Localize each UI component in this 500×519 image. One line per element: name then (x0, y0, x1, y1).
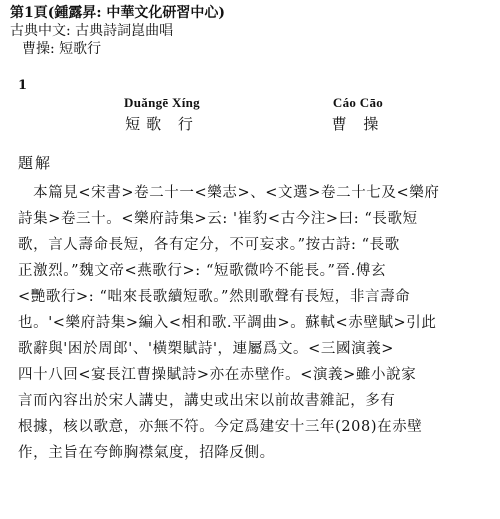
header-poem-title: 曹操: 短歌行 (22, 41, 102, 57)
poem-author (318, 95, 398, 134)
body-line: 詩集>卷三十。<樂府詩集>云: '崔豹<古今注>曰: “長歌短 (18, 211, 418, 227)
body-line: 作，主旨在夸飾胸襟氣度，招降反側。 (18, 445, 275, 461)
body-line: 歌辭與'困於周郎'、'橫槊賦詩'，連屬爲文。<三國演義> (18, 341, 395, 357)
body-line: 歌，言人壽命長短，各有定分，不可妄求。”按古詩: “長歌 (18, 237, 400, 253)
body-line: 也。'<樂府詩集>編入<相和歌.平調曲>。蘇軾<赤壁賦>引此 (18, 315, 437, 331)
author-chinese: 曹 操 (331, 115, 385, 133)
body-line: 正激烈。”魏文帝<燕歌行>: “短歌微吟不能長。”晉.傅玄 (18, 263, 387, 279)
header-category: 古典中文: 古典詩詞崑曲唱 (10, 23, 174, 39)
poem-title (92, 95, 232, 134)
poem-title-pinyin: Duǎngē Xíng (124, 95, 200, 110)
body-line: 本篇見<宋書>卷二十一<樂志>、<文選>卷二十七及<樂府 (18, 185, 440, 201)
introduction-text (18, 180, 493, 466)
body-line: 四十八回<宴長江曹操賦詩>亦在赤壁作。<演義>雖小說家 (18, 367, 417, 383)
header-source: 第1頁(鍾露昇: 中華文化研習中心) (10, 5, 226, 21)
section-number: 1 (18, 78, 28, 93)
body-line: <艷歌行>: “咄來長歌續短歌。”然則歌聲有長短，非言壽命 (18, 289, 411, 305)
body-line: 言而內容出於宋人講史，講史或出宋以前故書雜記，多有 (18, 393, 396, 409)
document-header (10, 4, 225, 58)
body-line: 根據，核以歌意，亦無不符。今定爲建安十三年(208)在赤壁 (18, 419, 423, 435)
author-pinyin: Cáo Cāo (332, 95, 384, 110)
poem-title-chinese: 短歌 行 (125, 115, 199, 133)
section-heading: 題解 (18, 154, 53, 172)
